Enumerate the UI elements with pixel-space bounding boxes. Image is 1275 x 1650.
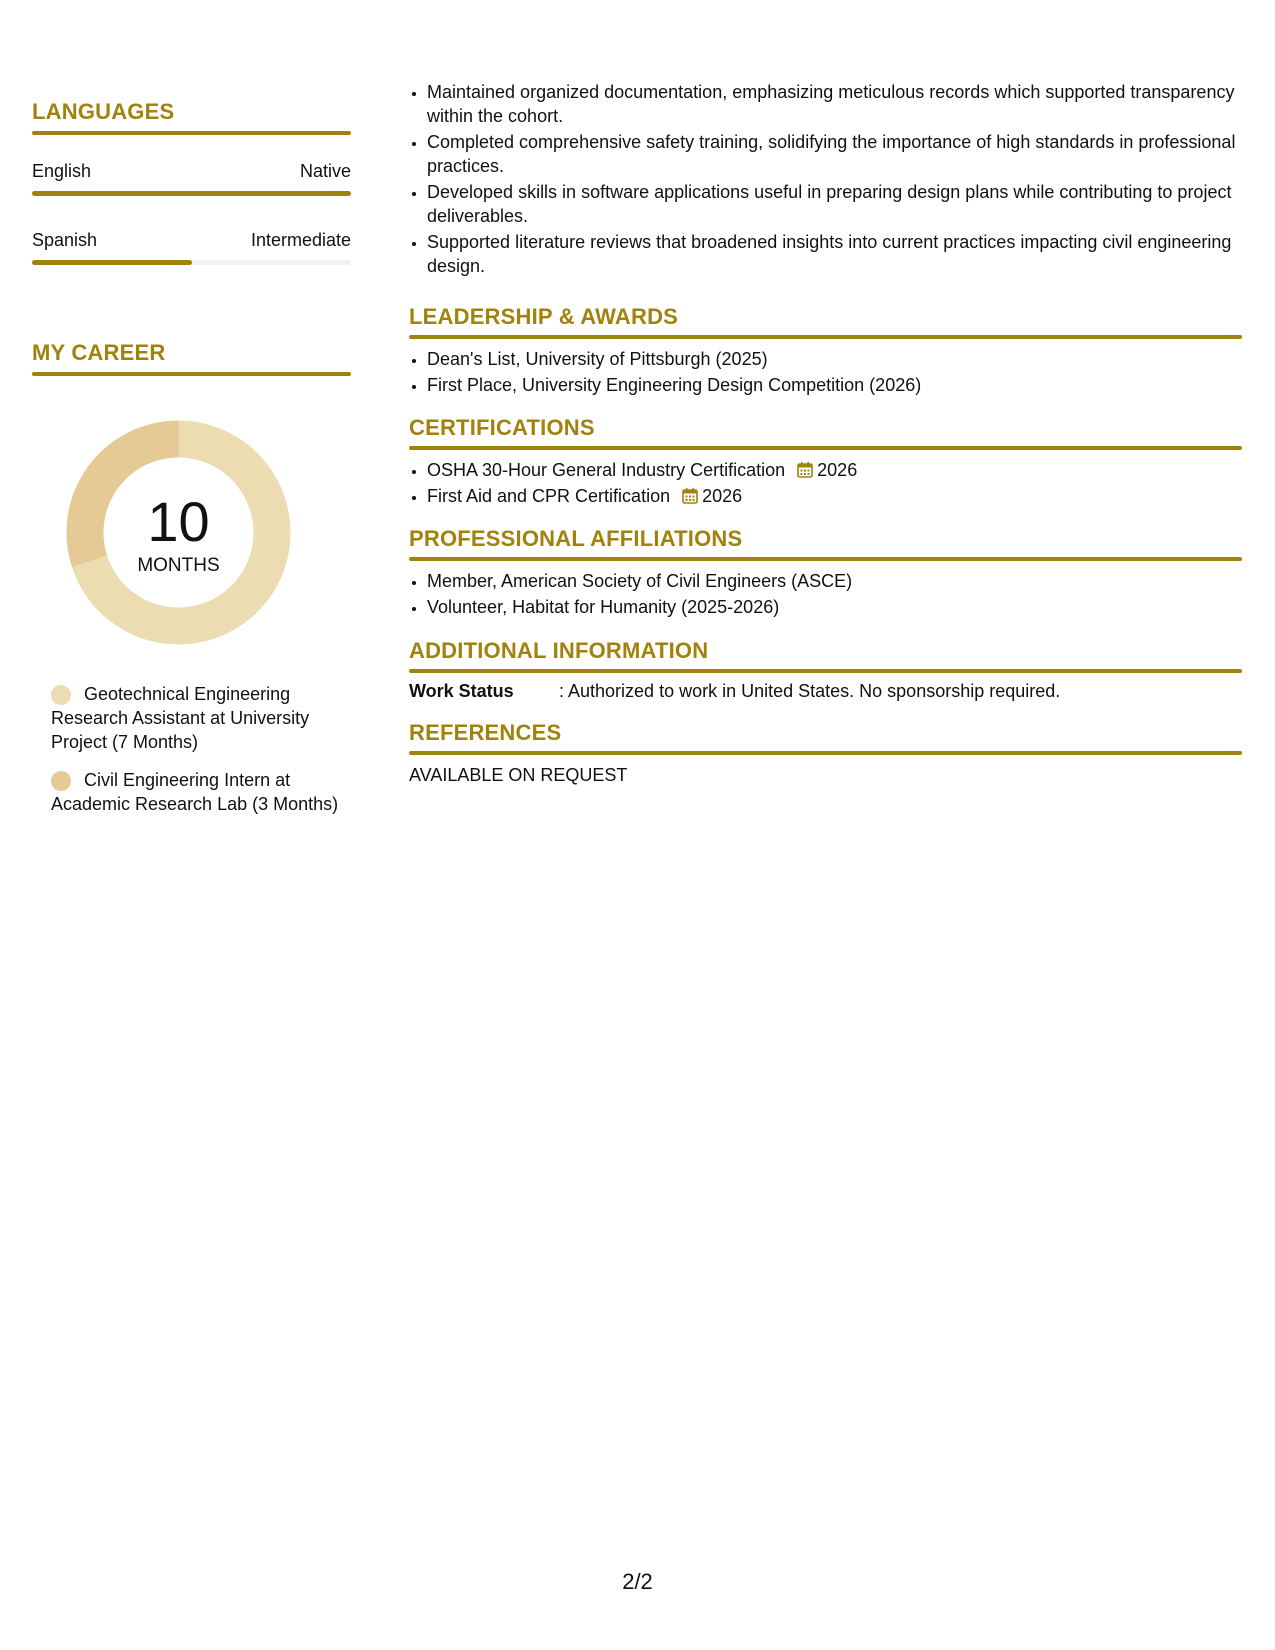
affiliations-rule [409, 557, 1242, 561]
list-item: • First Place, University Engineering Design Competition (2026) [427, 373, 1242, 397]
list-item: • Volunteer, Habitat for Humanity (2025-2026) [427, 595, 1242, 619]
certification-name: First Aid and CPR Certification [427, 486, 671, 506]
career-total-unit: MONTHS [137, 555, 220, 576]
list-item: • Developed skills in software applications useful in preparing design plans while contributing to project deliverables. [427, 180, 1242, 228]
career-legend-item [32, 768, 351, 816]
references-section [409, 720, 1242, 787]
list-item: • Supported literature reviews that broadened insights into current practices impacting civil engineering design. [427, 230, 1242, 278]
legend-color-dot [51, 685, 71, 705]
language-level: Native [299, 161, 351, 181]
affiliations-title: PROFESSIONAL AFFILIATIONS [409, 526, 743, 551]
additional-rule [409, 669, 1242, 673]
language-name: English [32, 161, 92, 181]
career-total-number: 10 [147, 490, 210, 553]
career-rule [32, 372, 351, 376]
references-rule [409, 751, 1242, 755]
certifications-rule [409, 446, 1242, 450]
language-item-spanish [32, 229, 351, 265]
references-text: AVAILABLE ON REQUEST [409, 765, 628, 785]
list-item: • Completed comprehensive safety training, solidifying the importance of high standards in professional practices. [427, 130, 1242, 178]
experience-bullets [409, 80, 1242, 280]
affiliations-section [409, 526, 1242, 621]
certifications-title: CERTIFICATIONS [409, 415, 595, 440]
languages-section [32, 99, 351, 135]
career-donut-chart [66, 420, 291, 645]
career-section [32, 340, 351, 376]
list-item: • Dean's List, University of Pittsburgh (2025) [427, 347, 1242, 371]
work-status-value: : Authorized to work in United States. No sponsorship required. [559, 681, 1061, 701]
language-item-english [32, 160, 351, 196]
list-item [427, 484, 1242, 508]
calendar-icon [682, 487, 698, 504]
career-legend-item [32, 682, 351, 754]
list-item: • Member, American Society of Civil Engineers (ASCE) [427, 569, 1242, 593]
certifications-section [409, 415, 1242, 510]
language-level: Intermediate [250, 230, 351, 250]
language-name: Spanish [32, 230, 98, 250]
certification-year: 2026 [702, 486, 743, 506]
language-proficiency-fill [32, 260, 192, 265]
language-proficiency-fill [32, 191, 351, 196]
certification-year: 2026 [817, 460, 858, 480]
page-number: 2/2 [622, 1569, 653, 1594]
leadership-rule [409, 335, 1242, 339]
list-item: • Maintained organized documentation, emphasizing meticulous records which supported transparency within the cohort. [427, 80, 1242, 128]
calendar-icon [797, 461, 813, 478]
list-item [427, 458, 1242, 482]
legend-label: Civil Engineering Intern at Academic Research Lab (3 Months) [51, 770, 339, 814]
language-proficiency-bar [32, 191, 351, 196]
languages-title: LANGUAGES [32, 99, 175, 124]
certification-name: OSHA 30-Hour General Industry Certification [427, 460, 786, 480]
work-status-label: Work Status [409, 681, 514, 701]
legend-label: Geotechnical Engineering Research Assistant at University Project (7 Months) [51, 684, 310, 752]
leadership-section [409, 304, 1242, 399]
language-proficiency-bar [32, 260, 351, 265]
additional-section [409, 638, 1242, 703]
career-legend [32, 682, 351, 816]
leadership-title: LEADERSHIP & AWARDS [409, 304, 679, 329]
references-title: REFERENCES [409, 720, 562, 745]
languages-rule [32, 131, 351, 135]
additional-title: ADDITIONAL INFORMATION [409, 638, 709, 663]
career-title: MY CAREER [32, 340, 166, 365]
work-status-row [409, 679, 1242, 703]
legend-color-dot [51, 771, 71, 791]
